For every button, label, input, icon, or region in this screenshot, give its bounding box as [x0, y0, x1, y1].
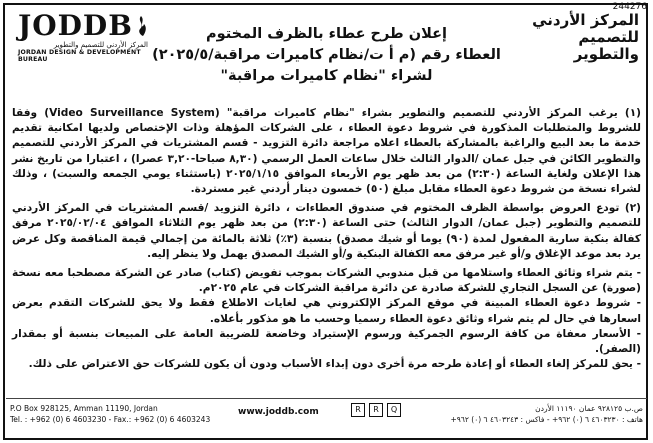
certification-badge-icon: Q [387, 403, 401, 417]
logo-mark [18, 9, 148, 42]
title-line-2: العطاء رقم (م أ ت/نظام كاميرات مراقبة/٢٠٢٥/٥) [152, 47, 501, 63]
title-line-1: إعلان طرح عطاء بالظرف المختوم [205, 26, 447, 42]
footer [6, 401, 647, 437]
condition-item: - يحق للمركز إلغاء العطاء أو إعادة طرحه مرة أخرى دون إبداء الأسباب ودون أن يكون للشركات حق الاعتراض على ذلك. [28, 358, 641, 371]
logo-english [18, 9, 148, 63]
logo-flame-icon [134, 15, 148, 37]
certification-badges [351, 403, 401, 417]
conditions-list [12, 266, 641, 372]
paragraph-1: (١) يرغب المركز الأردني للتصميم والتطوير بشراء "نظام كاميرات مراقبة" (Video Surveillance System) وفقا للشروط والمتطلبات المذكورة في شروط دعوة العطاء ، على الشركات المؤهلة وذات الإختصاص ولديها امكانية تقديم خدمة ما بعد البيع والراغبة بالمشاركة بالعطاء اعلاه مراجعة دائرة التزويد - قسم المشتريات في المركز الأردني للتصميم والتطوير الكائن في جبل عمان /الدوار الثالث خلال ساعات العمل الرسمي (٨,٣٠ صباحا-٣,٢٠ عصرا) ، اعتبارا من تاريخ نشر هذا الإعلان ولغاية الساعة (٢:٣٠) من بعد ظهر يوم الأربعاء الموافق ٢٠٢٥/١/١٥ (باستثناء يومي الجمعه والسبت) ، وذلك لشراء نسخة من شروط دعوة العطاء مقابل مبلغ (٥٠) خمسون دينار أردني غير مستردة. [12, 107, 642, 196]
footer-divider [6, 398, 647, 399]
logo-arabic [519, 12, 639, 63]
certification-badge-icon: R [351, 403, 365, 417]
logo-wordmark: JODDB [18, 9, 133, 42]
condition-item: - الأسعار معفاة من كافة الرسوم الجمركية ورسوم الإستيراد وخاضعة للضريبة العامة على المبيعات بنسبة أو بمقدار (الصفر). [12, 327, 641, 356]
ad-id: 244276 [612, 2, 647, 12]
paragraph-2: (٢) تودع العروض بواسطة الظرف المختوم في صندوق العطاءات ، دائرة التزويد /قسم المشتريات في المركز الأردني للتصميم والتطوير (جبل عمان/ الدوار الثالث) حتى الساعة (٢:٣٠) من بعد ظهر يوم الثلاثاء الموافق ٢٠٢٥/٠٢/٠٤ مرفق كفالة بنكية سارية المفعول لمدة (٩٠) يوما أو شيك مصدق) بنسبة (٣٪) ثلاثة بالمائة من إجمالي قيمة المناقصة وكل عرض يرد بعد موعد الإغلاق و/أو غير مرفق معه الكفالة البنكية و/أو الشيك المصدق يهمل ولا ينظر إليه. [12, 202, 642, 260]
certification-badge-icon: R [369, 403, 383, 417]
titles-block [135, 24, 518, 87]
condition-item: - شروط دعوة العطاء المبينة في موقع المركز الإلكتروني هي لغايات الاطلاع فقط ولا يحق للشركات التقدم بعرض اسعارها في حال لم يتم شراء وثائق دعوة العطاء رسميا وحسب ما هو مذكور بأعلاه. [12, 297, 641, 325]
footer-address-en: P.O Box 928125, Amman 11190, Jordan [10, 404, 158, 413]
footer-phone-en: Tel. : +962 (0) 6 4603230 - Fax.: +962 (0) 6 4603243 [10, 415, 211, 424]
footer-website[interactable]: www.joddb.com [238, 407, 319, 417]
logo-arabic-line1: المركز الأردني [532, 11, 639, 29]
title-line-3: لشراء "نظام كاميرات مراقبة" [220, 68, 433, 84]
logo-subtitle-arabic: المركز الأردني للتصميم والتطوير [53, 41, 148, 49]
footer-address-ar: ص.ب ٩٢٨١٢٥ عمان ١١١٩٠ الأردن [535, 404, 643, 413]
logo-arabic-line2: للتصميم والتطوير [573, 28, 639, 63]
footer-phone-ar: هاتف : ٤٦٠٣٢٣٠ ٦ (٠) ٩٦٢+ - فاكس : ٤٦٠٣٢٤٣ ٦ (٠) ٩٦٢+ [450, 415, 643, 424]
logo-subtitle-english: JORDAN DESIGN & DEVELOPMENT BUREAU [18, 49, 141, 63]
footer-contact-arabic [451, 403, 644, 425]
condition-item: - يتم شراء وثائق العطاء واستلامها من قبل مندوبي الشركات بموجب تفويض (كتاب) صادر عن الشركة مصطحبا معه نسخة (صورة) عن السجل التجاري للشركة صادرة عن دائرة مراقبة الشركات في عام ٢٠٢٥م. [12, 267, 641, 295]
announcement-body [12, 106, 641, 372]
footer-contact-english [10, 403, 210, 425]
